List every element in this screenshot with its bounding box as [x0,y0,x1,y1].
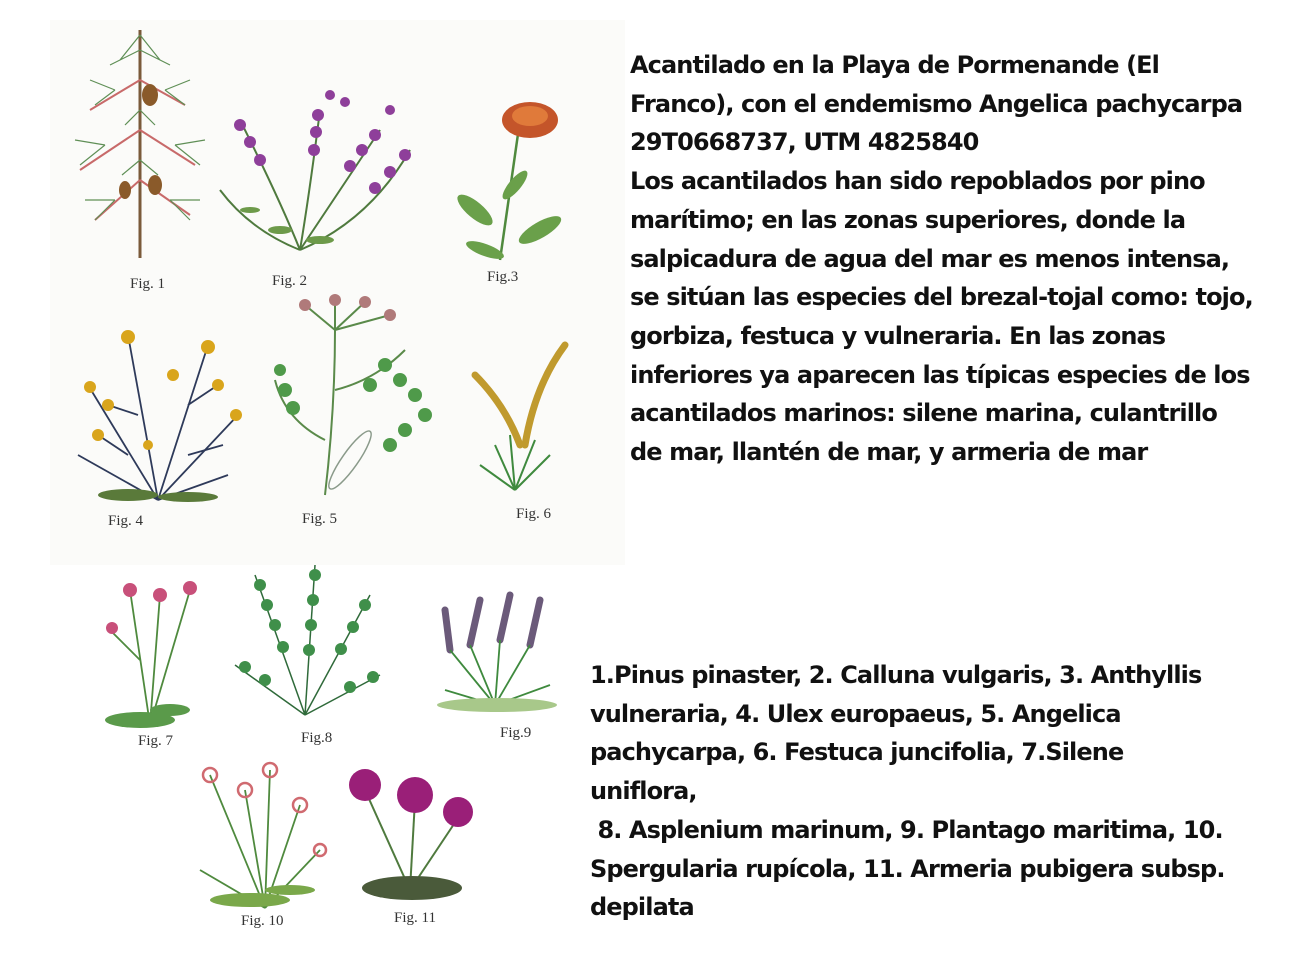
figure-caption: Fig. 10 [241,913,284,929]
spergularia-illustration [190,760,340,910]
silene-illustration [100,570,210,730]
fescue-drawing [455,335,580,495]
gorse-drawing [68,315,248,505]
site-description [630,46,1290,472]
pine-branch-drawing [55,20,205,260]
description-line: inferiores ya aparecen las típicas especies de los [630,360,1250,389]
heather-illustration [210,80,430,260]
species-line: 1.Pinus pinaster, 2. Calluna vulgaris, 3. Anthyllis [590,661,1202,689]
gorse-illustration [68,315,248,505]
kidney-vetch-drawing [445,90,585,265]
description-line: Franco), con el endemismo Angelica pachycarpa [630,89,1243,118]
description-line: 29T0668737, UTM 4825840 [630,128,979,157]
figure-caption: Fig. 7 [138,733,174,749]
description-line: salpicadura de agua del mar es menos intensa, [630,244,1230,273]
description-line: se sitúan las especies del brezal-tojal como: tojo, [630,283,1253,312]
spergularia-drawing [190,760,340,910]
armeria-illustration [340,760,480,905]
sea-plantain-illustration [425,590,575,715]
figure-caption: Fig. 1 [130,276,166,292]
species-line: depilata [590,893,694,922]
sea-spleenwort-drawing [225,555,390,720]
figure-caption: Fig. 11 [394,910,436,926]
species-legend [590,656,1280,927]
sea-spleenwort-illustration [225,555,390,720]
species-line: Spergularia rupícola, 11. Armeria pubigera subsp. [590,854,1225,883]
armeria-drawing [340,760,480,905]
species-line: uniflora, [590,777,697,806]
species-line: pachycarpa, 6. Festuca juncifolia, 7.Silene [590,738,1124,767]
description-line: marítimo; en las zonas superiores, donde la [630,205,1186,234]
figure-caption: Fig.3 [487,269,519,285]
description-line: acantilados marinos: silene marina, culantrillo [630,399,1217,428]
species-line: vulneraria, 4. Ulex europaeus, 5. Angelica [590,699,1121,728]
figure-caption: Fig. 5 [302,511,338,527]
angelica-illustration [265,290,445,500]
pine-branch-illustration [55,20,205,260]
kidney-vetch-illustration [445,90,585,265]
figure-caption: Fig.8 [301,730,333,746]
description-line: de mar, llantén de mar, y armeria de mar [630,438,1148,467]
angelica-drawing [265,290,445,500]
description-line: Los acantilados han sido repoblados por pino [630,167,1205,196]
species-line: 8. Asplenium marinum, 9. Plantago maritima, 10. [590,815,1223,844]
figure-caption: Fig. 2 [272,273,308,289]
figure-caption: Fig. 4 [108,513,144,529]
figure-caption: Fig.9 [500,725,532,741]
silene-drawing [100,570,210,730]
figure-caption: Fig. 6 [516,506,552,522]
heather-drawing [210,80,430,260]
description-line: Acantilado en la Playa de Pormenande (El [630,51,1159,79]
description-line: gorbiza, festuca y vulneraria. En las zonas [630,321,1166,350]
sea-plantain-drawing [425,590,575,715]
fescue-illustration [455,335,580,495]
